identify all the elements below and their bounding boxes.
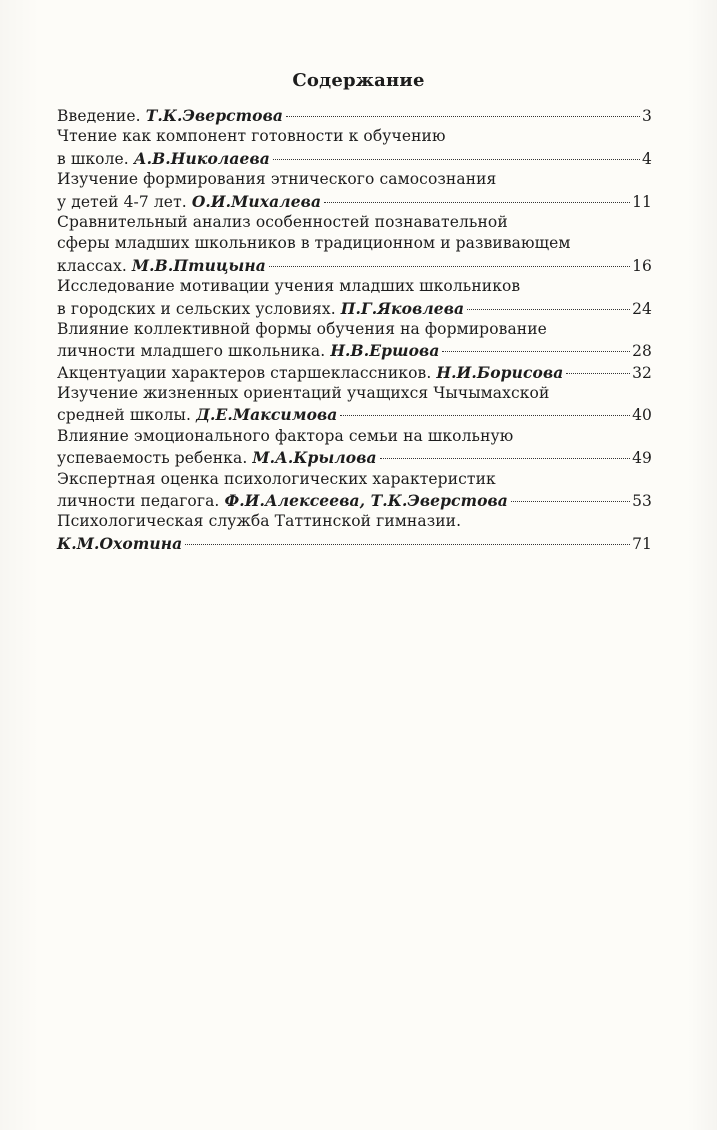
toc-entry-author: Н.И.Борисова: [436, 362, 564, 382]
toc-entry-text: [57, 191, 321, 213]
toc-entry-title-line: Чтение как компонент готовности к обучению: [57, 127, 446, 146]
toc-entry-title-tail: Введение.: [57, 107, 146, 125]
toc-entry-title-line: Влияние эмоционального фактора семьи на школьную: [57, 426, 514, 445]
toc-entry-author: А.В.Николаева: [133, 148, 270, 168]
toc-entry-title-line: Влияние коллективной формы обучения на формирование: [57, 319, 547, 338]
toc-entry-author: О.И.Михалева: [191, 191, 322, 211]
toc-entry: [57, 169, 652, 212]
dot-leader: [467, 309, 630, 310]
toc-entry-page-number: 49: [632, 449, 652, 468]
toc-entry-author: М.В.Птицына: [131, 255, 266, 275]
toc-entry-page-number: 71: [632, 534, 652, 553]
toc-entry: [57, 105, 652, 126]
table-of-contents: [57, 105, 652, 554]
dot-leader: [185, 544, 630, 545]
dot-leader: [324, 202, 630, 203]
toc-entry-page-number: 3: [642, 107, 652, 125]
toc-entry-last-line: [57, 490, 652, 511]
toc-entry-author: К.М.Охотина: [57, 533, 183, 553]
toc-entry-page-number: 24: [632, 299, 652, 318]
toc-entry-page-number: 28: [632, 342, 652, 361]
toc-entry: [57, 212, 652, 276]
toc-entry: [57, 276, 652, 319]
toc-entry-author: Н.В.Ершова: [330, 341, 440, 361]
toc-entry-title-tail: у детей 4-7 лет.: [57, 192, 192, 211]
toc-entry-title-tail: успеваемость ребенка.: [57, 449, 253, 468]
toc-entry-last-line: [57, 105, 652, 126]
toc-entry-text: [57, 105, 283, 127]
toc-entry: [57, 383, 652, 426]
toc-entry-title-line: Сравнительный анализ особенностей познавательной: [57, 212, 508, 231]
toc-entry-text: [57, 362, 563, 384]
toc-entry-title-tail: личности младшего школьника.: [57, 342, 331, 361]
toc-entry: [57, 126, 652, 169]
toc-entry-title-line: Психологическая служба Таттинской гимназии.: [57, 512, 462, 531]
toc-entry: [57, 319, 652, 362]
toc-entry-page-number: 40: [632, 406, 652, 425]
dot-leader: [286, 116, 640, 117]
toc-entry-text: [57, 533, 182, 555]
toc-entry: [57, 362, 652, 383]
toc-entry-page-number: 4: [642, 149, 652, 168]
toc-entry-text: [57, 298, 464, 320]
toc-entry-title-tail: средней школы.: [57, 406, 197, 425]
toc-entry-last-line: [57, 255, 652, 276]
toc-entry-author: М.А.Крылова: [252, 448, 377, 468]
toc-entry-title-line: Изучение жизненных ориентаций учащихся Чычымахской: [57, 384, 550, 403]
toc-entry-author: Ф.И.Алексеева, Т.К.Эверстова: [224, 491, 508, 511]
toc-entry-text: [57, 340, 439, 362]
toc-entry-title-line: Изучение формирования этнического самосознания: [57, 170, 497, 189]
toc-entry-text: [57, 255, 266, 277]
toc-entry-text: [57, 490, 508, 512]
toc-entry-last-line: [57, 404, 652, 425]
dot-leader: [269, 266, 630, 267]
toc-entry-title-tail: личности педагога.: [57, 492, 225, 511]
toc-entry-last-line: [57, 148, 652, 169]
toc-entry-last-line: [57, 362, 652, 383]
toc-entry-title-tail: Акцентуации характеров старшеклассников.: [57, 363, 437, 382]
dot-leader: [566, 373, 630, 374]
dot-leader: [442, 351, 630, 352]
toc-entry-author: Д.Е.Максимова: [196, 405, 338, 425]
dot-leader: [511, 501, 630, 502]
toc-entry-author: П.Г.Яковлева: [340, 298, 465, 318]
toc-entry-page-number: 53: [632, 492, 652, 511]
toc-entry-last-line: [57, 191, 652, 212]
toc-entry-last-line: [57, 447, 652, 468]
toc-entry-title-line: сферы младших школьников в традиционном и развивающем: [57, 234, 571, 253]
toc-entry-last-line: [57, 533, 652, 554]
toc-entry-page-number: 11: [632, 192, 652, 211]
toc-entry-title-tail: в городских и сельских условиях.: [57, 299, 341, 318]
toc-entry: [57, 511, 652, 554]
toc-entry: [57, 469, 652, 512]
toc-entry-text: [57, 404, 337, 426]
toc-entry-last-line: [57, 298, 652, 319]
dot-leader: [273, 159, 640, 160]
dot-leader: [340, 415, 630, 416]
toc-entry-text: [57, 447, 377, 469]
toc-entry-text: [57, 148, 270, 170]
toc-entry-page-number: 16: [632, 256, 652, 275]
toc-entry: [57, 426, 652, 469]
toc-entry-title-line: Экспертная оценка психологических характеристик: [57, 469, 496, 488]
toc-entry-title-tail: классах.: [57, 256, 132, 275]
toc-entry-last-line: [57, 340, 652, 361]
toc-entry-title-tail: в школе.: [57, 149, 134, 168]
toc-entry-title-line: Исследование мотивации учения младших школьников: [57, 277, 521, 296]
page-title: Содержание: [292, 70, 425, 91]
toc-entry-page-number: 32: [632, 363, 652, 382]
dot-leader: [380, 458, 630, 459]
toc-entry-author: Т.К.Эверстова: [145, 106, 284, 125]
